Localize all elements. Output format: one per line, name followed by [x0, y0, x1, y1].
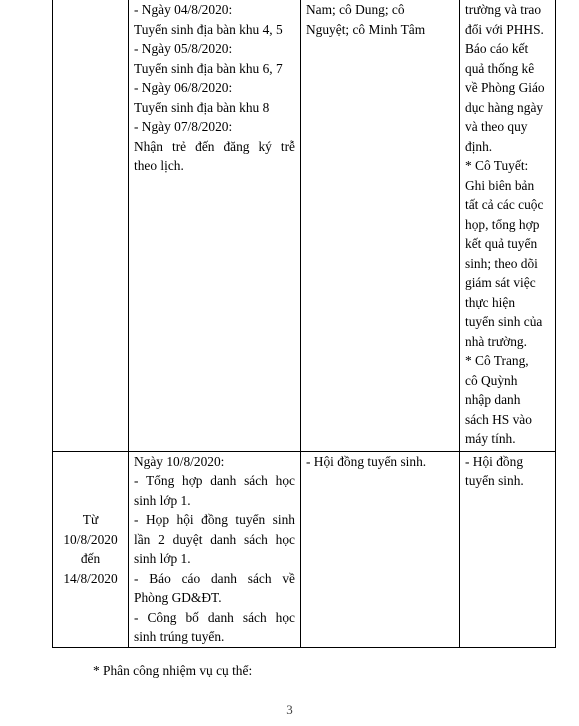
notes-line: máy tính. — [465, 431, 516, 446]
content-cell — [129, 451, 301, 647]
notes-line: nhà trường. — [465, 333, 527, 349]
table-row — [53, 451, 556, 647]
notes-line: sinh; theo dõi — [465, 255, 538, 271]
content-line: Phòng GD&ĐT. — [134, 590, 222, 605]
assignment-heading: * Phân công nhiệm vụ cụ thể: — [93, 663, 253, 678]
notes-line: giám sát việc — [465, 275, 536, 290]
time-line: Từ — [82, 512, 99, 527]
notes-line: kết quả tuyển — [465, 236, 538, 251]
content-line: sinh trúng tuyển. — [134, 629, 225, 644]
content-line: Ngày 10/8/2020: — [134, 453, 225, 469]
people-line: Nam; cô Dung; cô — [306, 2, 405, 17]
notes-line: cô Quỳnh — [465, 372, 518, 388]
content-line: lần 2 duyệt danh sách học — [134, 531, 295, 547]
notes-line: dục hàng ngày — [465, 99, 544, 115]
time-line: 10/8/2020 — [63, 531, 118, 547]
notes-line: họp, tổng hợp — [465, 216, 540, 232]
content-line: Tuyển sinh địa bàn khu 6, 7 — [134, 60, 283, 76]
notes-line: định. — [465, 138, 493, 154]
content-line: - Báo cáo danh sách về — [134, 570, 295, 586]
notes-line: tất cả các cuộc — [465, 197, 544, 212]
content-line: - Ngày 07/8/2020: — [134, 119, 233, 134]
content-line: sinh lớp 1. — [134, 492, 191, 508]
notes-line: đổi với PHHS. — [465, 21, 544, 37]
content-cell — [129, 0, 301, 451]
people-line: Nguyệt; cô Minh Tâm — [306, 21, 426, 37]
content-line: Tuyển sinh địa bàn khu 4, 5 — [134, 21, 283, 37]
notes-line: và theo quy — [465, 119, 528, 134]
content-line: Tuyển sinh địa bàn khu 8 — [134, 99, 270, 115]
people-cell — [301, 0, 460, 451]
notes-line: Ghi biên bản — [465, 177, 535, 193]
people-cell — [301, 451, 460, 647]
notes-line: Báo cáo kết — [465, 41, 529, 56]
people-line: - Hội đồng tuyển sinh. — [306, 453, 427, 469]
content-line: theo lịch. — [134, 158, 184, 173]
content-line: - Họp hội đồng tuyển sinh — [134, 512, 295, 527]
notes-line: trường và trao — [465, 2, 542, 17]
content-line: - Tổng hợp danh sách học — [134, 473, 295, 488]
notes-line: về Phòng Giáo — [465, 80, 545, 95]
content-line: - Công bố danh sách học — [134, 609, 295, 625]
time-line: 14/8/2020 — [63, 570, 118, 586]
notes-line: sách HS vào — [465, 411, 532, 427]
content-line: - Ngày 04/8/2020: — [134, 2, 233, 17]
notes-line: * Cô Tuyết: — [465, 158, 529, 173]
content-line: Nhận trẻ đến đăng ký trễ — [134, 138, 295, 154]
notes-line: nhập danh — [465, 392, 521, 407]
time-cell — [53, 0, 129, 451]
page-number: 3 — [286, 702, 293, 717]
time-cell — [53, 451, 129, 647]
time-line: đến — [80, 551, 101, 566]
notes-cell — [460, 451, 556, 647]
enrollment-schedule-table — [52, 0, 556, 648]
content-line: - Ngày 06/8/2020: — [134, 80, 233, 95]
notes-line: - Hội đồng — [465, 453, 524, 469]
content-line: - Ngày 05/8/2020: — [134, 41, 233, 56]
notes-line: quả thống kê — [465, 60, 535, 76]
notes-line: * Cô Trang, — [465, 353, 529, 368]
notes-line: tuyển sinh. — [465, 473, 524, 488]
notes-line: tuyển sinh của — [465, 314, 543, 329]
table-row — [53, 0, 556, 451]
notes-line: thực hiện — [465, 294, 516, 310]
content-line: sinh lớp 1. — [134, 551, 191, 566]
notes-cell — [460, 0, 556, 451]
